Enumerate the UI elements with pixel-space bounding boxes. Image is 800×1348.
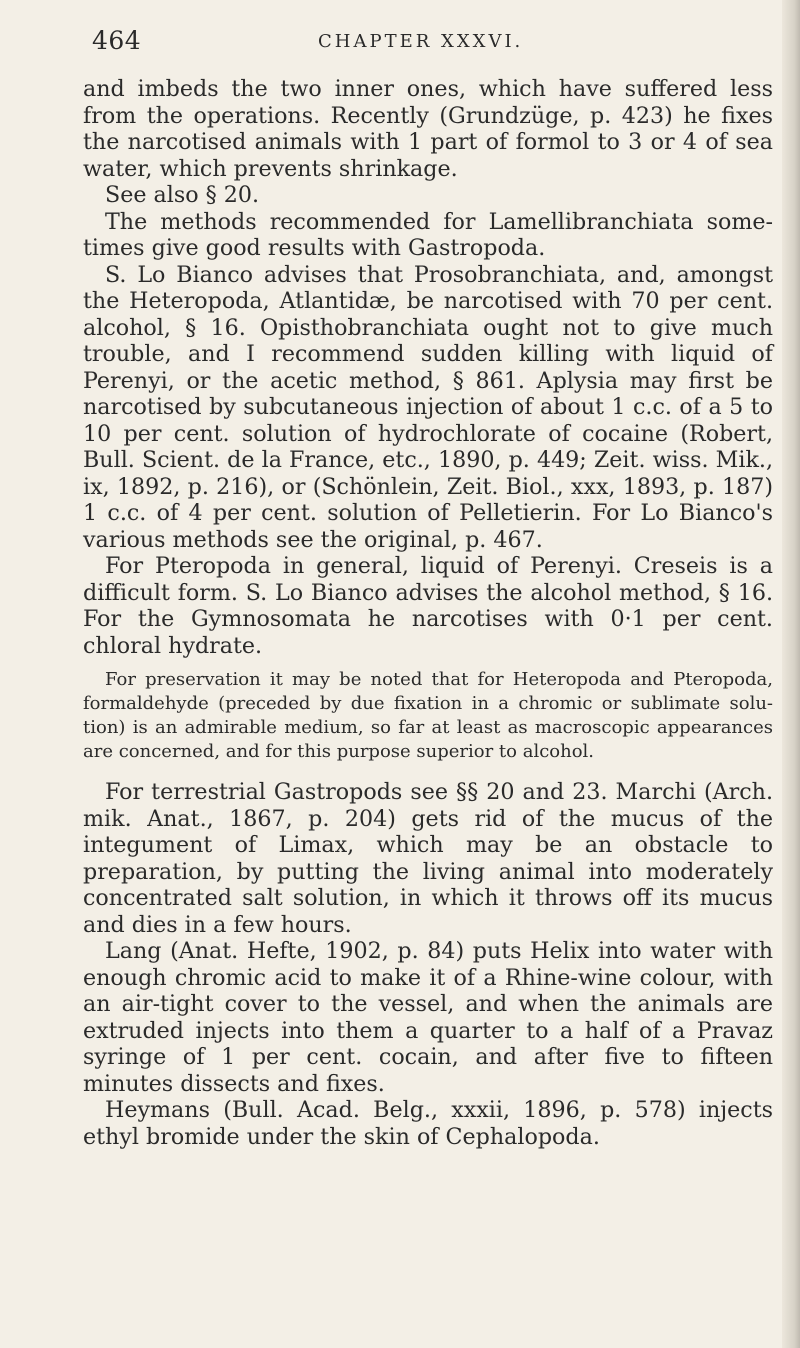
paragraph-5: For Pteropoda in general, liquid of Perenyi. Creseis is a difficult form. S. Lo Bianco advises the alcohol method, § 16. For the Gymnosomata he narcotises with 0·1 per cent. chloral hydrate.	[83, 553, 773, 659]
running-head: CHAPTER XXXVI.	[318, 31, 524, 52]
paragraph-7: Lang (Anat. Hefte, 1902, p. 84) puts Helix into water with enough chromic acid to make it of a Rhine-wine colour, with an air-tight cover to the vessel, and when the animals are extruded injects into them a quarter to a half of a Pravaz syringe of 1 per cent. cocain, and after five to fifteen minutes dissects and fixes.	[83, 938, 773, 1097]
page-edge	[782, 0, 800, 1348]
paragraph-8: Heymans (Bull. Acad. Belg., xxxii, 1896, p. 578) injects ethyl bromide under the skin of Cephalopoda.	[83, 1097, 773, 1150]
small-print-note	[83, 668, 773, 764]
paragraph-1: and imbeds the two inner ones, which have suffered less from the operations. Recently (Grundzüge, p. 423) he fixes the narcotised animals with 1 part of formol to 3 or 4 of sea water, which prevents shrinkage.	[83, 76, 773, 182]
main-text	[83, 76, 773, 659]
page-header	[0, 26, 800, 66]
note-paragraph: For preservation it may be noted that for Heteropoda and Pteropoda, formaldehyde (preceded by due fixation in a chromic or sublimate solu-tion) is an admirable medium, so far at least as macroscopic appearances are concerned, and for this purpose superior to alcohol.	[83, 669, 773, 762]
paragraph-6: For terrestrial Gastropods see §§ 20 and 23. Marchi (Arch. mik. Anat., 1867, p. 204) gets rid of the mucus of the integument of Limax, which may be an obstacle to preparation, by putting the living animal into moderately concentrated salt solution, in which it throws off its mucus and dies in a few hours.	[83, 779, 773, 938]
paragraph-4: S. Lo Bianco advises that Prosobranchiata, and, amongst the Heteropoda, Atlantidæ, be narcotised with 70 per cent. alcohol, § 16. Opisthobranchiata ought not to give much trouble, and I recommend sudden killing with liquid of Perenyi, or the acetic method, § 861. Aplysia may first be narcotised by subcutaneous injection of about 1 c.c. of a 5 to 10 per cent. solution of hydrochlorate of cocaine (Robert, Bull. Scient. de la France, etc., 1890, p. 449; Zeit. wiss. Mik., ix, 1892, p. 216), or (Schönlein, Zeit. Biol., xxx, 1893, p. 187) 1 c.c. of 4 per cent. solution of Pelletierin. For Lo Bianco's various methods see the original, p. 467.	[83, 261, 773, 553]
lower-text	[83, 779, 773, 1150]
paragraph-3: The methods recommended for Lamellibranchiata some-times give good results with Gastropoda.	[83, 208, 773, 261]
page-number: 464	[92, 26, 142, 55]
paragraph-2: See also § 20.	[105, 182, 260, 208]
